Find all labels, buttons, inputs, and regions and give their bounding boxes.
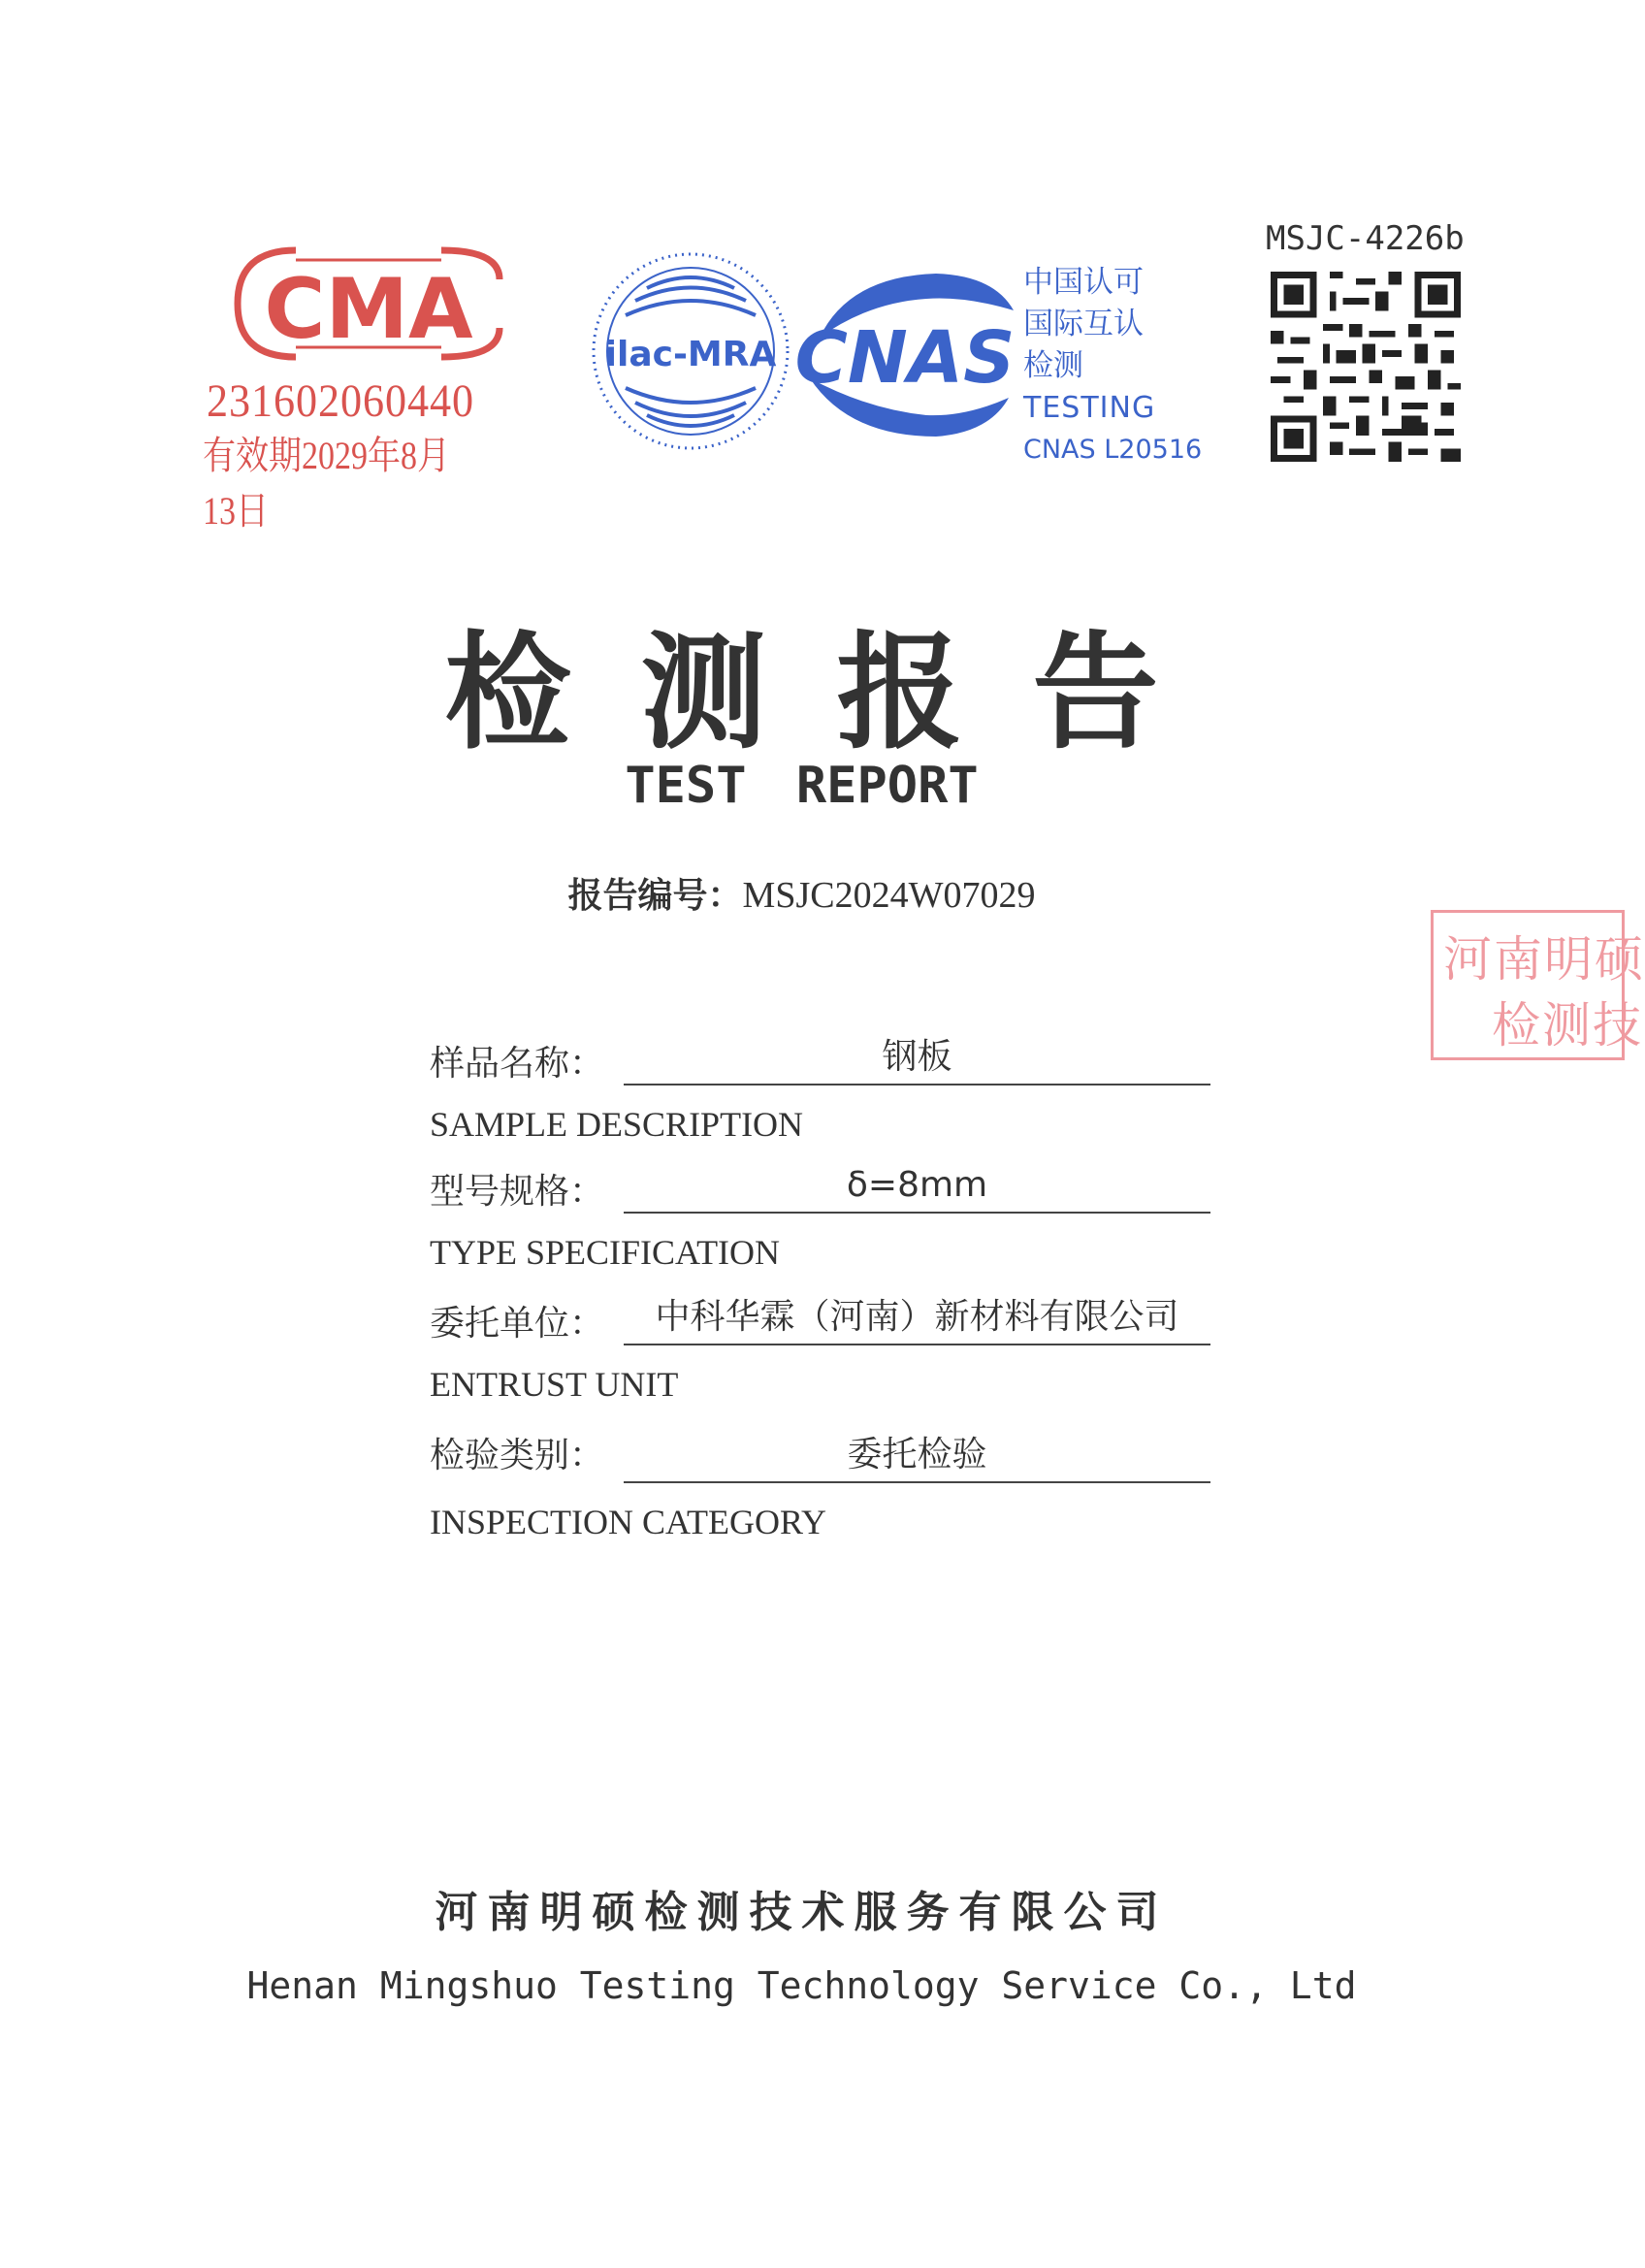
entrust-unit-label: ENTRUST UNIT [430, 1365, 679, 1404]
company-name-cn: 河南明硕检测技术服务有限公司 [435, 1888, 1169, 1937]
cnas-line-2: 国际互认 [1023, 307, 1144, 341]
cnas-logo-text: CNAS [794, 316, 1016, 400]
ilac-text: ilac-MRA [604, 335, 777, 374]
cnas-caption [1023, 262, 1202, 470]
cnas-line-3: 检测 [1023, 348, 1083, 383]
cma-valid-date: 有效期2029年8月13日 [203, 434, 450, 533]
cma-stamp [199, 241, 519, 533]
sample-name-value: 钢板 [624, 1033, 1210, 1085]
qr-code-icon [1271, 272, 1461, 462]
inspection-category-label: INSPECTION CATEGORY [430, 1503, 827, 1541]
cnas-line-1: 中国认可 [1023, 265, 1144, 300]
cnas-line-4: TESTING [1023, 391, 1156, 425]
page-subtitle: TEST REPORT [625, 757, 979, 815]
type-specification-label: TYPE SPECIFICATION [430, 1233, 781, 1272]
cnas-logo-icon [790, 262, 1018, 446]
sample-name-label: 样品名称： [430, 1044, 605, 1084]
report-number [0, 868, 1603, 918]
inspection-category-value: 委托检验 [624, 1431, 1210, 1483]
company-name-en: Henan Mingshuo Testing Technology Service Co., Ltd [246, 1964, 1357, 2007]
cnas-line-5: CNAS L20516 [1023, 435, 1203, 465]
entrust-unit-label-cn: 委托单位： [430, 1304, 605, 1344]
inspection-category-label-cn: 检验类别： [430, 1436, 605, 1475]
report-number-value: MSJC2024W07029 [742, 875, 1036, 916]
type-spec-label: 型号规格： [430, 1172, 605, 1212]
company-seal-stamp [1431, 910, 1645, 1060]
report-number-label: 报告编号： [567, 876, 743, 916]
entrust-unit-value: 中科华霖（河南）新材料有限公司 [624, 1293, 1210, 1345]
sample-description-label: SAMPLE DESCRIPTION [430, 1105, 804, 1144]
cma-logo-icon [228, 241, 509, 367]
page-title: 检测报告 [444, 618, 1229, 766]
seal-line-1: 河南明硕 [1443, 931, 1645, 988]
ilac-mra-logo-icon [587, 247, 795, 456]
seal-line-2: 检测技 [1492, 997, 1643, 1053]
cma-letters: CMA [264, 261, 473, 358]
document-code: MSJC-4226b [1266, 219, 1465, 258]
type-spec-value: δ=8mm [624, 1161, 1210, 1214]
cma-number: 231602060440 [207, 375, 474, 427]
